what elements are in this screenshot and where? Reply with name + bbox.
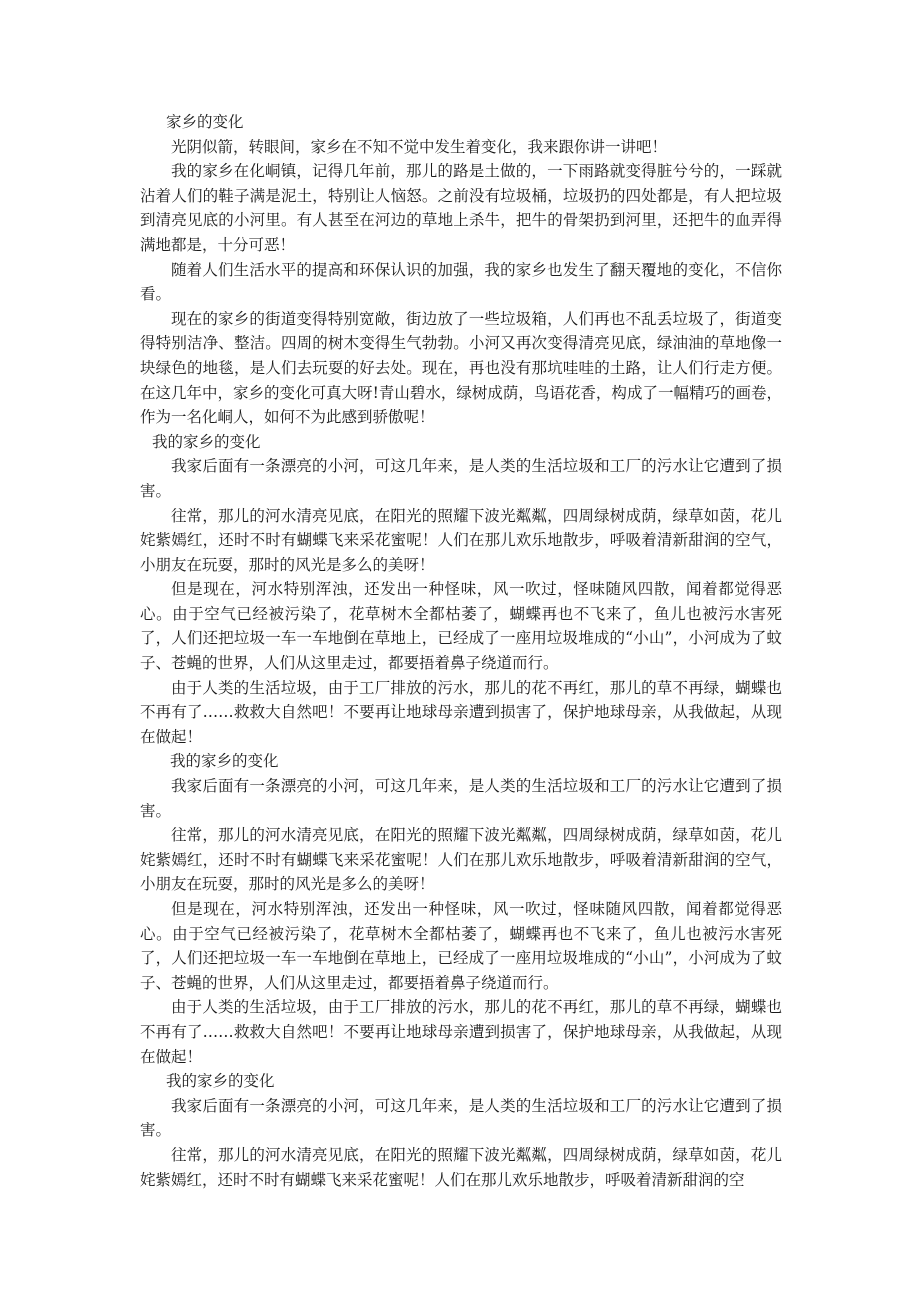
paragraph: 我家后面有一条漂亮的小河，可这几年来，是人类的生活垃圾和工厂的污水让它遭到了损害。 [140, 457, 782, 500]
section-1 [140, 110, 782, 430]
section-2 [140, 430, 782, 750]
section-title: 家乡的变化 [166, 113, 244, 131]
paragraph: 由于人类的生活垃圾，由于工厂排放的污水，那儿的花不再红，那儿的草不再绿，蝴蝶也不再有了……救救大自然吧！不要再让地球母亲遭到损害了，保护地球母亲，从我做起，从现在做起！ [140, 678, 782, 746]
paragraph: 由于人类的生活垃圾，由于工厂排放的污水，那儿的花不再红，那儿的草不再绿，蝴蝶也不再有了……救救大自然吧！不要再让地球母亲遭到损害了，保护地球母亲，从我做起，从现在做起！ [140, 998, 782, 1066]
section-3 [140, 749, 782, 1069]
paragraph: 往常，那儿的河水清亮见底，在阳光的照耀下波光粼粼，四周绿树成荫，绿草如茵，花儿姹紫嫣红，还时不时有蝴蝶飞来采花蜜呢！人们在那儿欢乐地散步，呼吸着清新甜润的空气，小朋友在玩耍，那时的风光是多么的美呀！ [140, 826, 782, 894]
paragraph: 我的家乡在化峒镇，记得几年前，那儿的路是土做的，一下雨路就变得脏兮兮的，一踩就沾着人们的鞋子满是泥土，特别让人恼怒。之前没有垃圾桶，垃圾扔的四处都是，有人把垃圾到清亮见底的小河里。有人甚至在河边的草地上杀牛，把牛的骨架扔到河里，还把牛的血弄得满地都是，十分可恶！ [140, 162, 782, 254]
document-body [140, 110, 782, 1192]
paragraph: 光阴似箭，转眼间，家乡在不知不觉中发生着变化，我来跟你讲一讲吧！ [171, 137, 668, 156]
paragraph: 我家后面有一条漂亮的小河，可这几年来，是人类的生活垃圾和工厂的污水让它遭到了损害。 [140, 777, 782, 820]
paragraph: 往常，那儿的河水清亮见底，在阳光的照耀下波光粼粼，四周绿树成荫，绿草如茵，花儿姹紫嫣红，还时不时有蝴蝶飞来采花蜜呢！人们在那儿欢乐地散步，呼吸着清新甜润的空 [140, 1145, 782, 1189]
paragraph: 往常，那儿的河水清亮见底，在阳光的照耀下波光粼粼，四周绿树成荫，绿草如茵，花儿姹紫嫣红，还时不时有蝴蝶飞来采花蜜呢！人们在那儿欢乐地散步，呼吸着清新甜润的空气，小朋友在玩耍，那时的风光是多么的美呀！ [140, 506, 782, 574]
paragraph: 现在的家乡的街道变得特别宽敞，街边放了一些垃圾箱，人们再也不乱丢垃圾了，街道变得特别洁净、整洁。四周的树木变得生气勃勃。小河又再次变得清亮见底，绿油油的草地像一块绿色的地毯，是人们去玩耍的好去处。现在，再也没有那坑哇哇的土路，让人们行走方便。 在这几年中，家乡的变化可真大呀!青山碧水，绿树成荫，鸟语花香，构成了一幅精巧的画卷，作为一名化峒人，如何不为此感到骄傲呢！ [140, 309, 782, 427]
paragraph: 我家后面有一条漂亮的小河，可这几年来，是人类的生活垃圾和工厂的污水让它遭到了损害。 [140, 1096, 782, 1140]
section-4 [140, 1069, 782, 1192]
section-title: 我的家乡的变化 [166, 1072, 275, 1091]
paragraph: 但是现在，河水特别浑浊，还发出一种怪味，风一吹过，怪味随风四散，闻着都觉得恶心。由于空气已经被污染了，花草树木全都枯萎了，蝴蝶再也不飞来了，鱼儿也被污水害死了，人们还把垃圾一车一车地倒在草地上，已经成了一座用垃圾堆成的“小山”，小河成为了蚊子、苍蝇的世界，人们从这里走过，都要捂着鼻子绕道而行。 [140, 900, 782, 992]
paragraph: 随着人们生活水平的提高和环保认识的加强，我的家乡也发生了翻天覆地的变化，不信你看。 [140, 260, 782, 304]
section-title: 我的家乡的变化 [170, 752, 279, 771]
section-title: 我的家乡的变化 [152, 432, 261, 451]
paragraph: 但是现在，河水特别浑浊，还发出一种怪味，风一吹过，怪味随风四散，闻着都觉得恶心。由于空气已经被污染了，花草树木全都枯萎了，蝴蝶再也不飞来了，鱼儿也被污水害死了，人们还把垃圾一车一车地倒在草地上，已经成了一座用垃圾堆成的“小山”，小河成为了蚊子、苍蝇的世界，人们从这里走过，都要捂着鼻子绕道而行。 [140, 580, 782, 673]
